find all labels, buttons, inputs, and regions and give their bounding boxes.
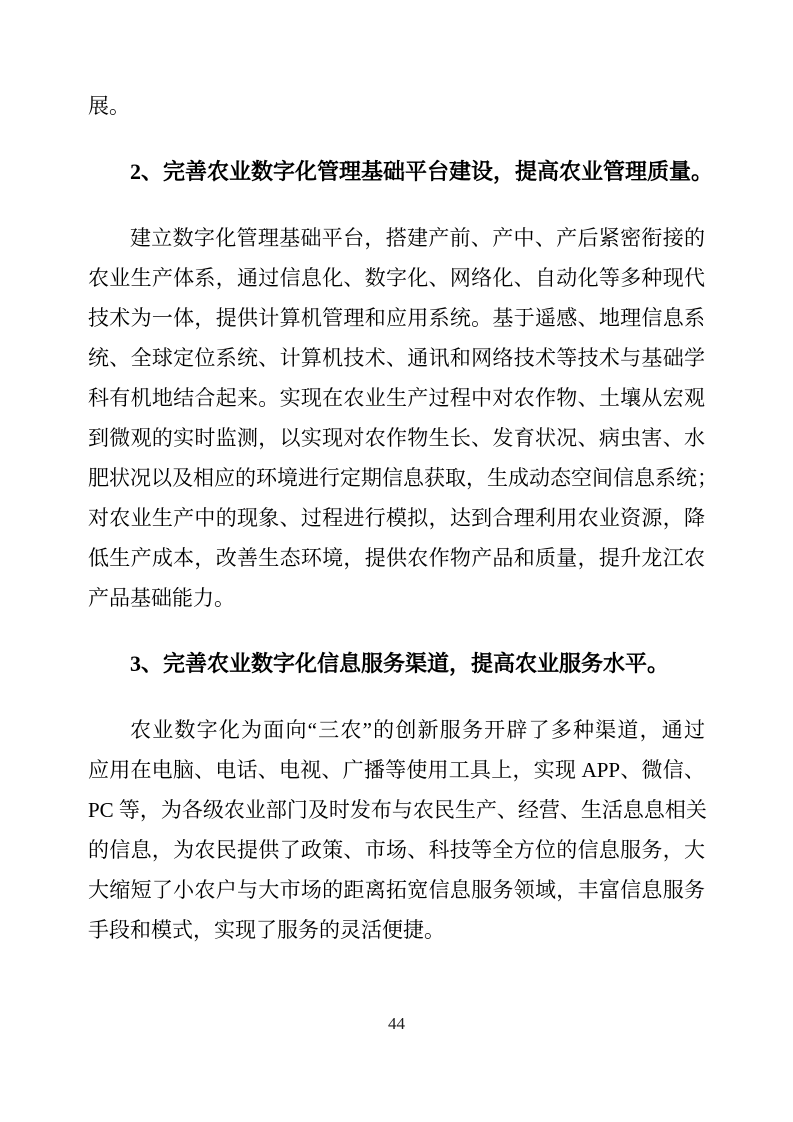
- body-line: 建立数字化管理基础平台，搭建产前、产中、产后紧密衔接的: [130, 226, 705, 250]
- body-line: 低生产成本，改善生态环境，提供农作物产品和质量，提升龙江农: [88, 546, 705, 570]
- section-3: [88, 644, 705, 950]
- body-line: 农业数字化为面向“三农”的创新服务开辟了多种渠道，通过: [130, 718, 705, 742]
- page-number: 44: [388, 1014, 405, 1033]
- body-line: 肥状况以及相应的环境进行定期信息获取，生成动态空间信息系统；: [88, 466, 718, 490]
- section-heading: 3、完善农业数字化信息服务渠道，提高农业服务水平。: [130, 651, 670, 676]
- body-line: 应用在电脑、电话、电视、广播等使用工具上，实现 APP、微信、: [88, 758, 705, 782]
- body-line: 科有机地结合起来。实现在农业生产过程中对农作物、土壤从宏观: [88, 386, 705, 410]
- section-heading: 2、完善农业数字化管理基础平台建设，提高农业管理质量。: [130, 159, 714, 184]
- body-line: 统、全球定位系统、计算机技术、通讯和网络技术等技术与基础学: [88, 346, 705, 370]
- body-line: PC 等，为各级农业部门及时发布与农民生产、经营、生活息息相关: [88, 798, 707, 822]
- section-2: [88, 152, 718, 618]
- body-line: 大缩短了小农户与大市场的距离拓宽信息服务领域，丰富信息服务: [88, 878, 705, 902]
- body-line: 到微观的实时监测，以实现对农作物生长、发育状况、病虫害、水: [88, 426, 705, 450]
- body-line: 产品基础能力。: [88, 586, 235, 610]
- continuation-line: 展。: [88, 94, 130, 118]
- section-paragraph: [88, 218, 718, 618]
- body-line: 技术为一体，提供计算机管理和应用系统。基于遥感、地理信息系: [88, 306, 705, 330]
- body-line: 手段和模式，实现了服务的灵活便捷。: [88, 918, 445, 942]
- section-paragraph: [88, 710, 705, 950]
- body-line: 农业生产体系，通过信息化、数字化、网络化、自动化等多种现代: [88, 266, 705, 290]
- body-line: 对农业生产中的现象、过程进行模拟，达到合理利用农业资源，降: [88, 506, 705, 530]
- body-line: 的信息，为农民提供了政策、市场、科技等全方位的信息服务，大: [88, 838, 705, 862]
